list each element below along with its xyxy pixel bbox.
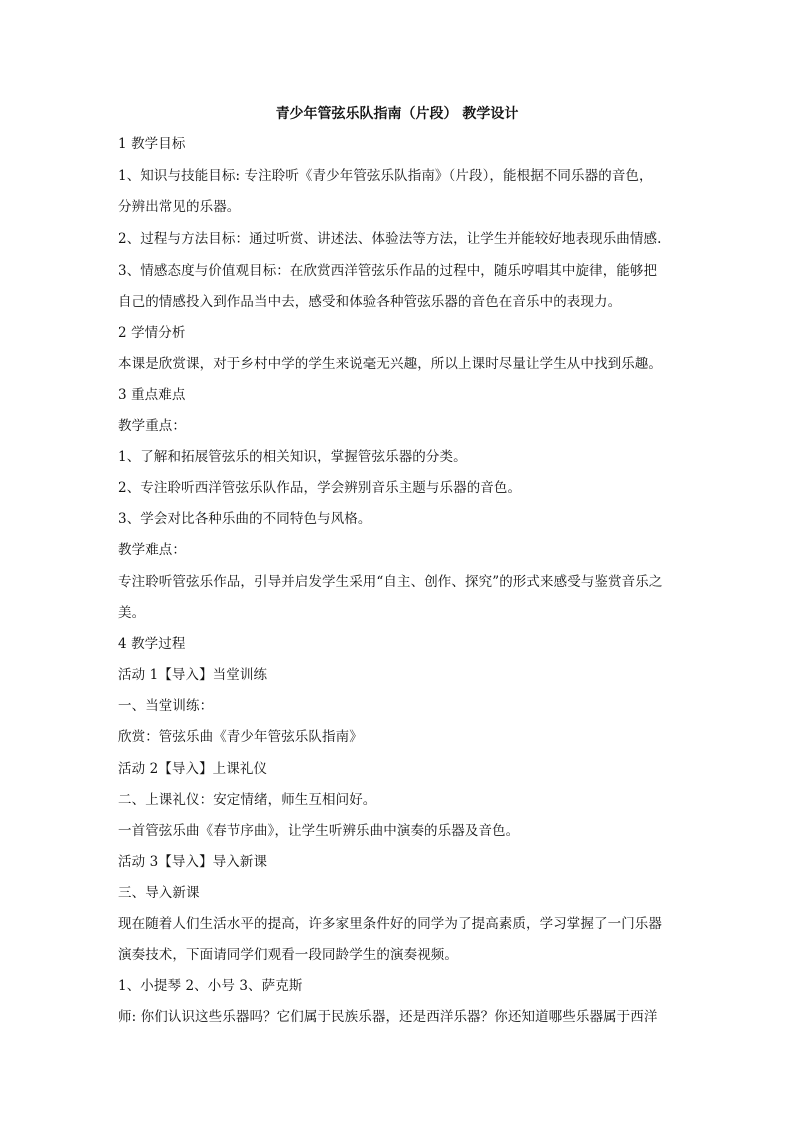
paragraph-line: 2、过程与方法目标：通过听赏、讲述法、体验法等方法，让学生并能较好地表现乐曲情感. [118,231,662,247]
heading-teaching-goals: 1 教学目标 [118,136,186,152]
paragraph-line: 二、上课礼仪：安定情绪，师生互相问好。 [118,792,377,808]
paragraph-line: 一首管弦乐曲《春节序曲》，让学生听辨乐曲中演奏的乐器及音色。 [118,823,520,839]
paragraph-line: 本课是欣赏课，对于乡村中学的学生来说毫无兴趣，所以上课时尽量让学生从中找到乐趣。 [118,356,662,372]
paragraph-line: 2、专注聆听西洋管弦乐队作品，学会辨别音乐主题与乐器的音色。 [118,480,522,496]
paragraph-line: 自己的情感投入到作品当中去，感受和体验各种管弦乐器的音色在音乐中的表现力。 [118,294,622,310]
paragraph-line: 分辨出常见的乐器。 [118,199,241,215]
activity-heading: 活动 2【导入】上课礼仪 [118,761,268,777]
heading-learner-analysis: 2 学情分析 [118,325,186,341]
paragraph-line: 师: 你们认识这些乐器吗？它们属于民族乐器，还是西洋乐器？你还知道哪些乐器属于西洋 [118,1009,658,1025]
paragraph-line: 欣赏：管弦乐曲《青少年管弦乐队指南》 [118,729,363,745]
paragraph-line: 3、情感态度与价值观目标：在欣赏西洋管弦乐作品的过程中，随乐哼唱其中旋律，能够把 [118,263,658,279]
paragraph-line: 1、小提琴 2、小号 3、萨克斯 [118,978,303,994]
paragraph-line: 现在随着人们生活水平的提高，许多家里条件好的同学为了提高素质，学习掌握了一门乐器 [118,916,662,932]
subheading-difficulties: 教学难点： [118,542,186,558]
subheading-key-points: 教学重点： [118,418,186,434]
heading-teaching-process: 4 教学过程 [118,636,186,652]
paragraph-line: 美。 [118,605,146,621]
paragraph-line: 一、当堂训练： [118,698,214,714]
paragraph-line: 1、知识与技能目标: 专注聆听《青少年管弦乐队指南》（片段），能根据不同乐器的音色， [118,168,653,184]
paragraph-line: 专注聆听管弦乐作品，引导并启发学生采用“自主、创作、探究”的形式来感受与鉴赏音乐之 [118,574,663,590]
activity-heading: 活动 3【导入】导入新课 [118,854,268,870]
heading-key-points: 3 重点难点 [118,387,186,403]
paragraph-line: 3、学会对比各种乐曲的不同特色与风格。 [118,511,372,527]
paragraph-line: 三、导入新课 [118,885,200,901]
activity-heading: 活动 1【导入】当堂训练 [118,667,268,683]
document-title: 青少年管弦乐队指南（片段） 教学设计 [275,106,519,122]
paragraph-line: 演奏技术，下面请同学们观看一段同龄学生的演奏视频。 [118,947,458,963]
paragraph-line: 1、了解和拓展管弦乐的相关知识，掌握管弦乐器的分类。 [118,449,467,465]
